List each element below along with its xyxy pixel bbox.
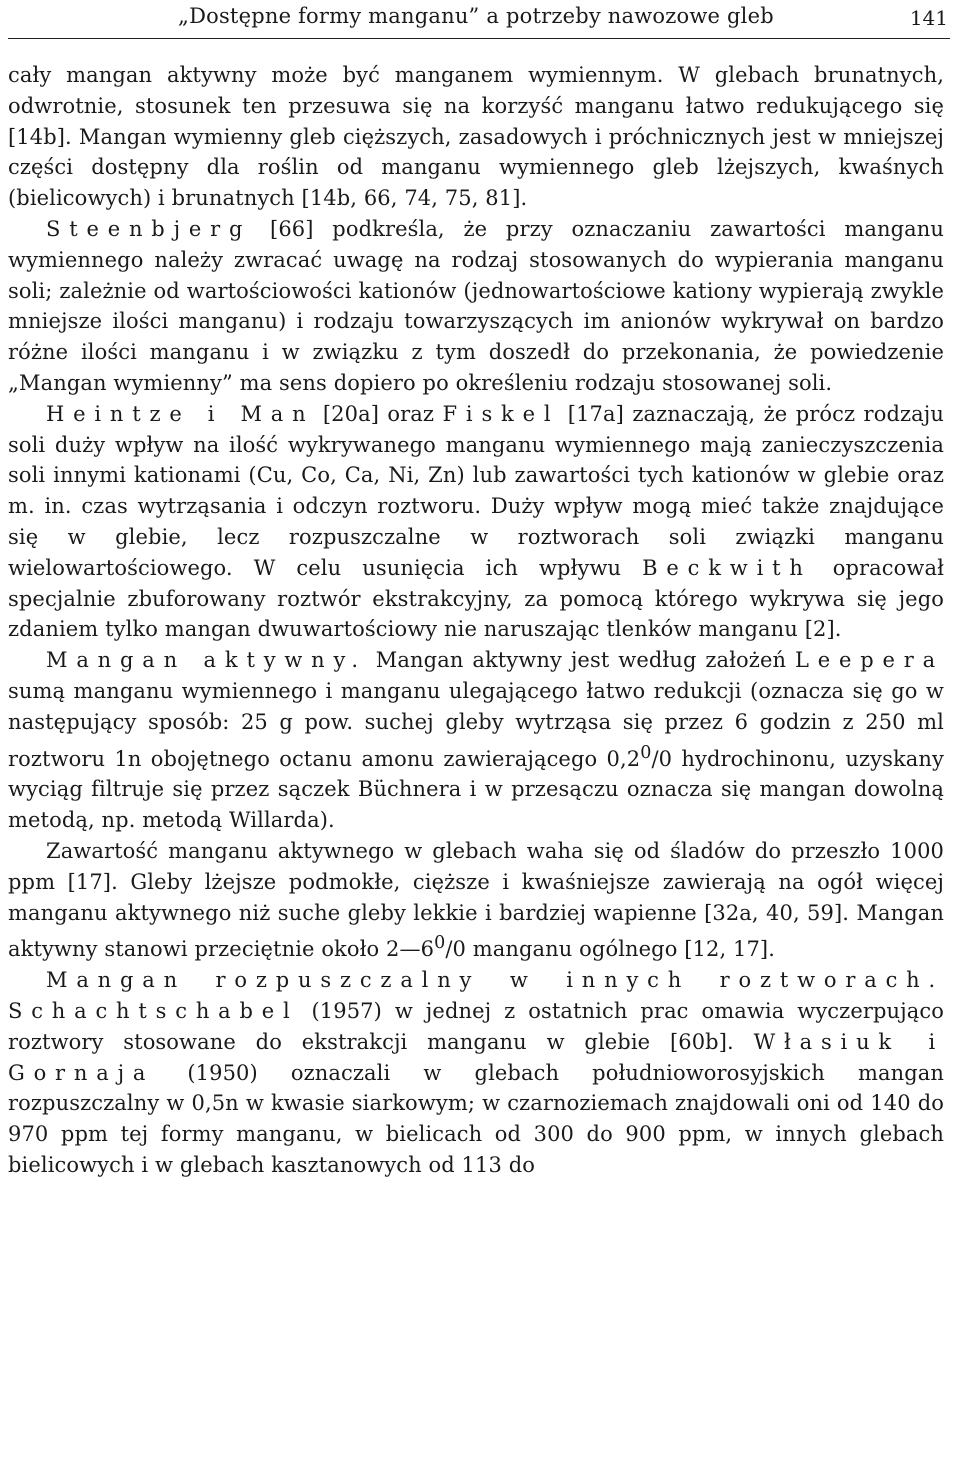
section-heading-mangan-aktywny: Mangan aktywny. (46, 648, 367, 673)
percent-superscript: 0 (434, 933, 446, 954)
page-header (8, 0, 950, 39)
running-title: „Dostępne formy manganu” a potrzeby nawozowe gleb (178, 4, 774, 28)
paragraph-4 (8, 645, 944, 836)
paragraph-3-text-3: opracował specjalnie zbuforowany roztwór ekstrakcyjny, za pomocą którego wykrywa się jego zdaniem tylko mangan dwuwartościowy nie naruszając tlenków manganu [2]. (8, 555, 944, 642)
paragraph-1-text: cały mangan aktywny może być manganem wymiennym. W glebach brunatnych, odwrotnie, stosunek ten przesuwa się na korzyść manganu łatwo redukującego się [14b]. Mangan wymienny gleb cięższych, zasadowych i próchnicznych jest w mniejszej części dostępny dla roślin od manganu wymiennego gleb lżejszych, kwaśnych (bielicowych) i brunatnych [14b, 66, 74, 75, 81]. (8, 63, 944, 211)
paragraph-2-text: [66] podkreśla, że przy oznaczaniu zawartości manganu wymiennego należy zwracać uwagę na rodzaj stosowanych do wypierania manganu soli; zależnie od wartościowości kationów (jednowartościowe kationy wypierają zwykle mniejsze ilości manganu) i rodzaju towarzyszących im anionów wykrywał on bardzo różne ilości manganu i w związku z tym doszedł do przekonania, że powiedzenie „Mangan wymienny” ma sens dopiero po określeniu rodzaju stosowanej soli. (8, 216, 944, 395)
page-body (8, 60, 944, 1181)
percent-superscript: 0 (640, 742, 652, 763)
author-leeper: Leepera (795, 648, 944, 673)
paragraph-6 (8, 965, 944, 1181)
paragraph-3 (8, 399, 944, 645)
paragraph-3-text-2: [17a] zaznaczają, że prócz rodzaju soli duży wpływ na ilość wykrywanego manganu wymiennego mają zanieczyszczenia soli innymi kationami (Cu, Co, Ca, Ni, Zn) lub zawartości tych kationów w glebie oraz m. in. czas wytrząsania i odczyn roztworu. Duży wpływ mogą mieć także znajdujące się w glebie, lecz rozpuszczalne w roztworach soli związki manganu wielowartościowego. W celu usunięcia ich wpływu (8, 401, 945, 580)
paragraph-5-text-2: /0 manganu ogólnego [12, 17]. (445, 937, 775, 962)
author-heintze-man: Heintze i Man (46, 401, 315, 426)
paragraph-5-text-1: Zawartość manganu aktywnego w glebach waha się od śladów do przeszło 1000 ppm [17]. Gleby lżejsze podmokłe, cięższe i kwaśniejsze zawierają na ogół więcej manganu aktywnego niż suche gleby lekkie i bardziej wapienne [32a, 40, 59]. Mangan aktywny stanowi przeciętnie około 2—6 (8, 838, 944, 962)
author-schachtschabel: Schachtschabel (8, 998, 299, 1023)
author-wlasiuk-gornaja: Własiuk i Gornaja (8, 1029, 945, 1085)
paragraph-6-text-2: (1950) oznaczali w glebach południoworosyjskich mangan rozpuszczalny w 0,5n w kwasie siarkowym; w czarnoziemach znajdowali oni od 140 do 970 ppm tej formy manganu, w bielicach od 300 do 900 ppm, w innych glebach bielicowych i w glebach kasztanowych od 113 do (8, 1060, 944, 1177)
page-number: 141 (909, 6, 948, 30)
paragraph-1 (8, 60, 944, 214)
author-fiskel: Fiskel (442, 401, 560, 426)
paragraph-3-text-1: [20a] oraz (314, 401, 443, 426)
paragraph-4-text-3: /0 hydrochinonu, uzyskany wyciąg filtruje się przez sączek Büchnera i w przesączu oznacza się mangan dowolną metodą, np. metodą Willarda). (8, 746, 944, 833)
paragraph-2 (8, 214, 944, 399)
section-heading-mangan-rozpuszczalny: Mangan rozpuszczalny w innych roztworach. (46, 968, 944, 993)
paragraph-5 (8, 836, 944, 965)
author-steenbjerg: Steenbjerg (46, 216, 252, 241)
paragraph-4-text-1: Mangan aktywny jest według założeń (366, 648, 796, 673)
paragraph-6-text-1: (1957) w jednej z ostatnich prac omawia wyczerpująco roztwory stosowane do ekstrakcji manganu w glebie [60b]. (8, 998, 944, 1054)
paragraph-4-text-2: sumą manganu wymiennego i manganu ulegającego łatwo redukcji (oznacza się go w następujący sposób: 25 g pow. suchej gleby wytrząsa się przez 6 godzin z 250 ml roztworu 1n obojętnego octanu amonu zawierającego 0,2 (8, 678, 944, 771)
author-beckwith: Beckwith (642, 555, 812, 580)
